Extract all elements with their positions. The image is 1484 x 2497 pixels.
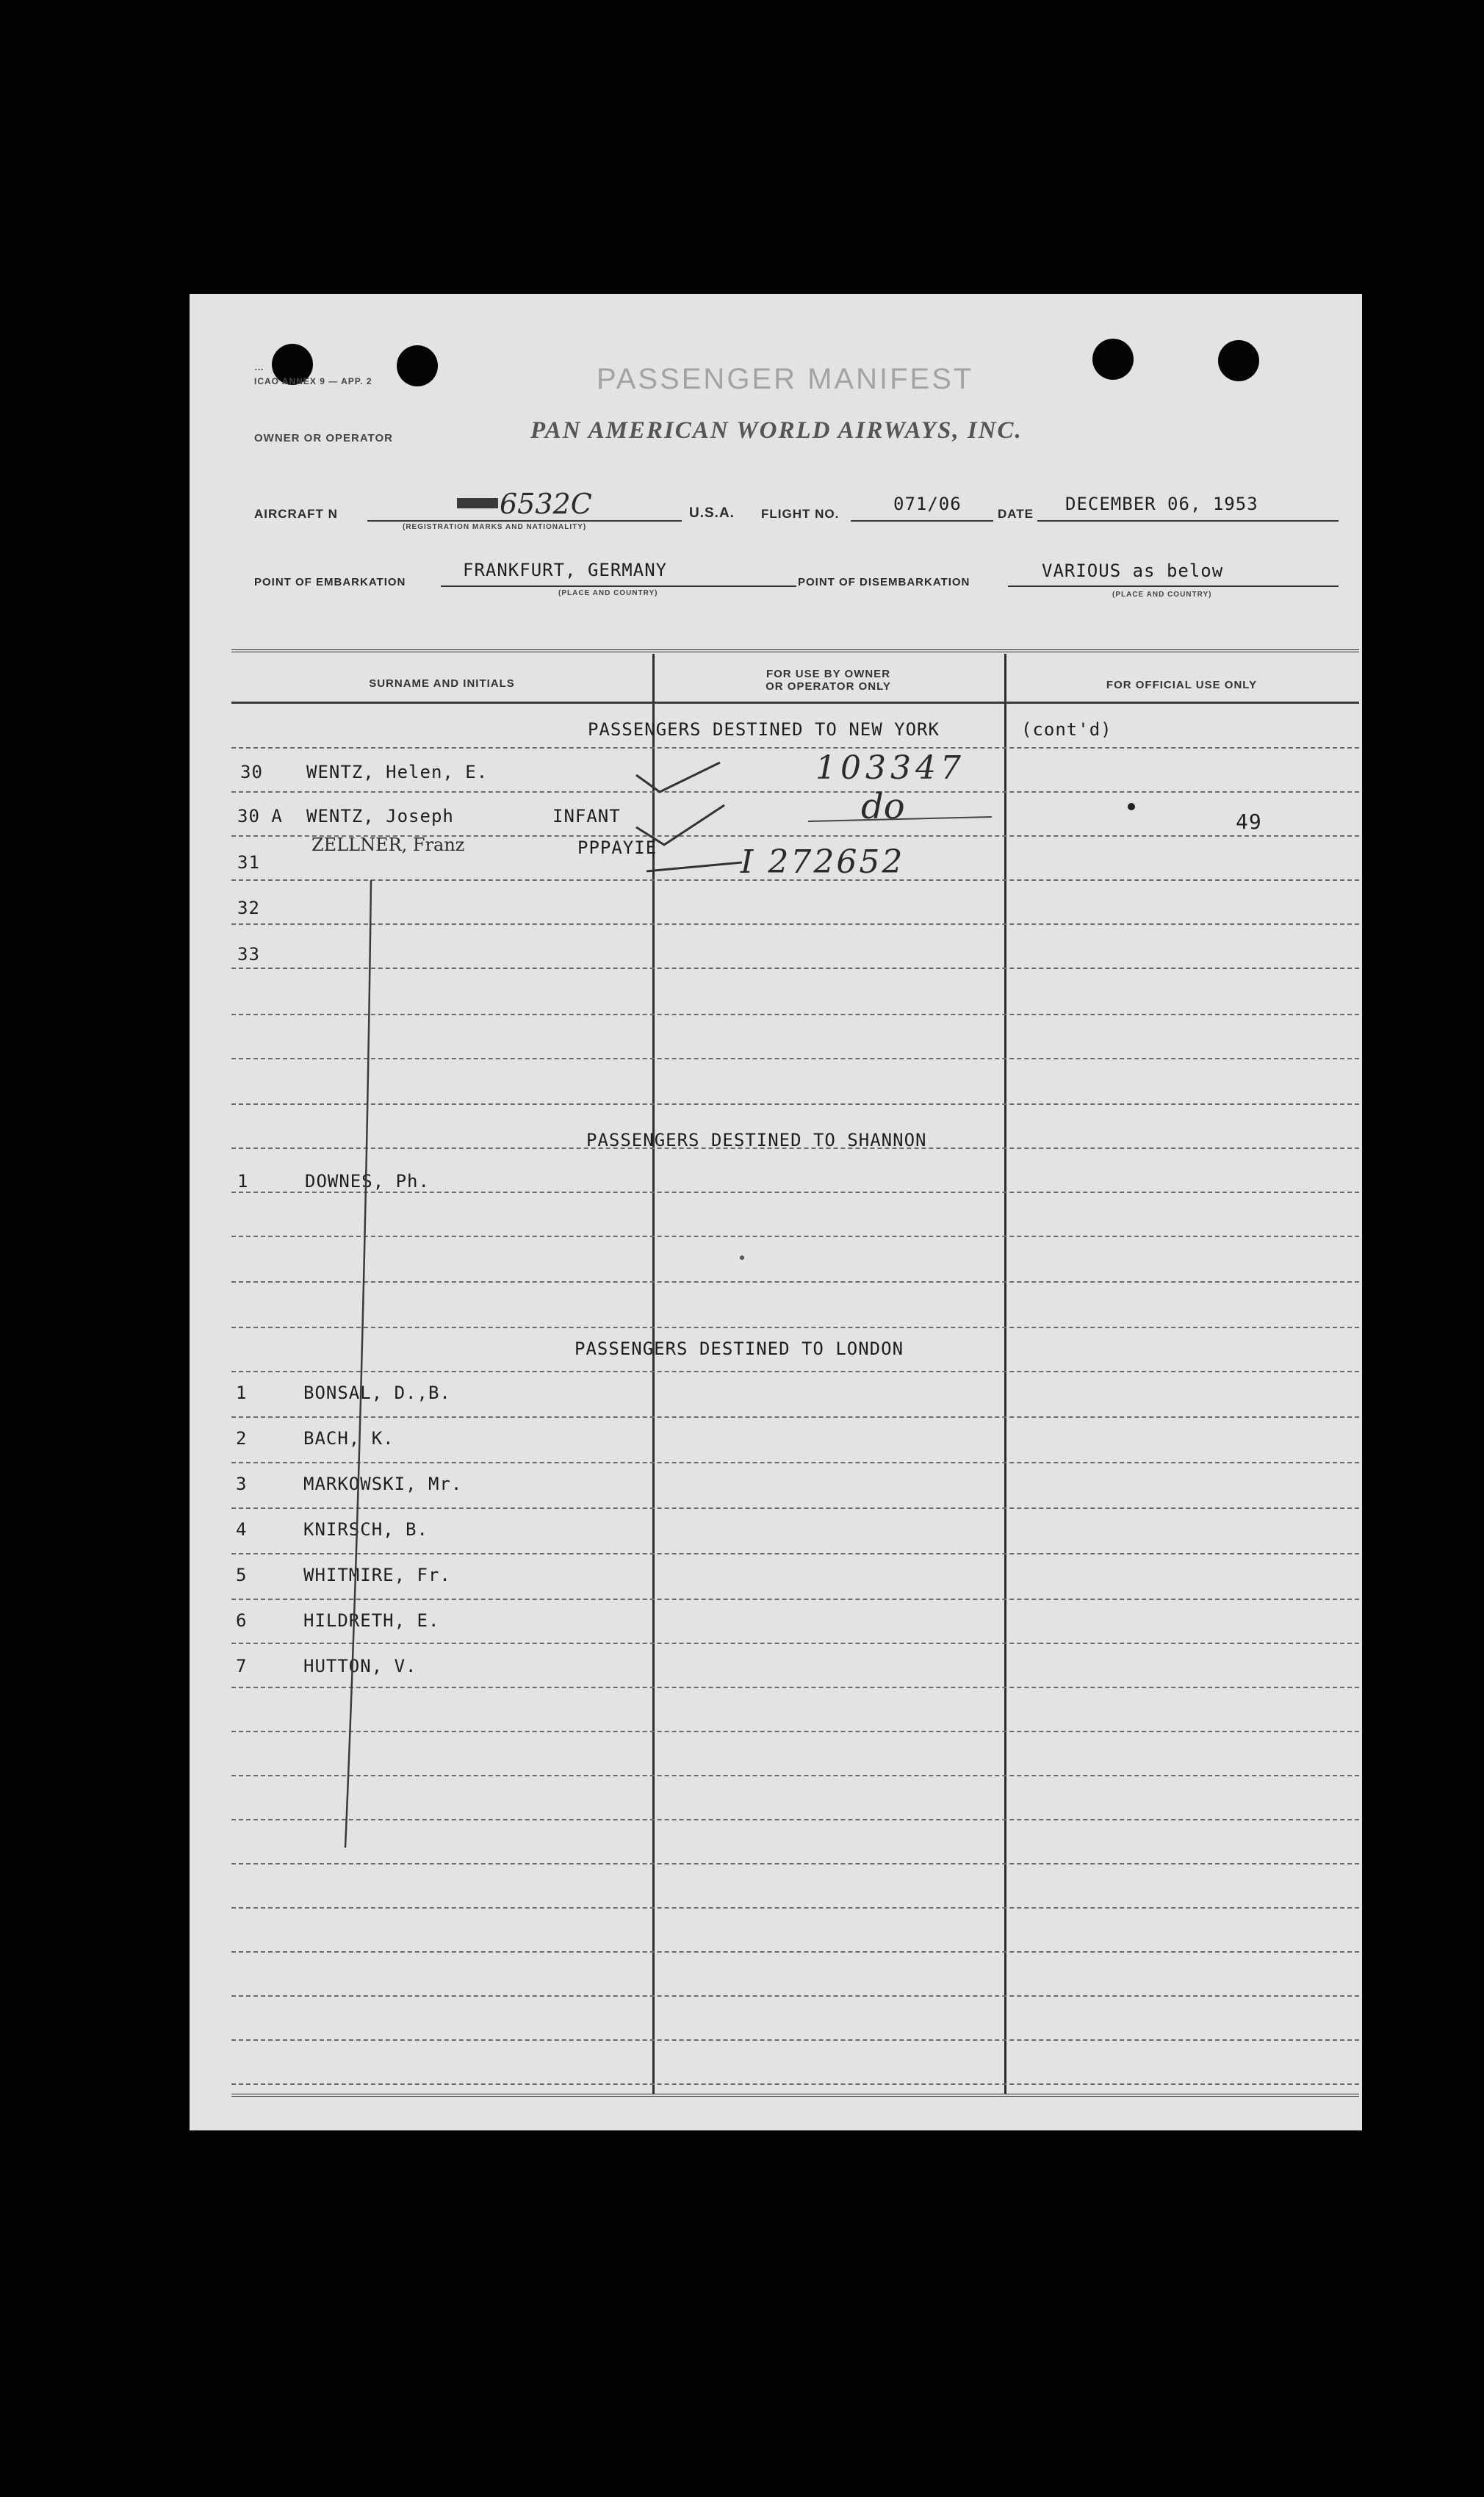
passenger-name: HILDRETH, E.: [303, 1610, 440, 1631]
row-number: 2: [236, 1428, 248, 1449]
row-rule: [231, 791, 1359, 793]
row-rule: [231, 2083, 1359, 2085]
row-rule: [231, 1462, 1359, 1463]
row-number: 33: [237, 944, 260, 965]
row-rule: [231, 1863, 1359, 1864]
row-rule: [231, 1281, 1359, 1283]
row-rule: [231, 1416, 1359, 1418]
column-header-owner-2: OR OPERATOR ONLY: [766, 680, 891, 693]
row-rule: [231, 1775, 1359, 1776]
passenger-name: MARKOWSKI, Mr.: [303, 1474, 463, 1494]
passenger-remark: PPPAYIE: [577, 837, 658, 858]
row-number: 7: [236, 1656, 248, 1676]
passenger-name: DOWNES, Ph.: [305, 1171, 430, 1192]
punch-hole: [1218, 340, 1259, 381]
row-number: 3: [236, 1474, 248, 1494]
section-heading-new-york: PASSENGERS DESTINED TO NEW YORK: [588, 719, 940, 740]
passenger-name: KNIRSCH, B.: [303, 1519, 428, 1540]
row-rule: [231, 1058, 1359, 1059]
disembark-value: VARIOUS as below: [1042, 561, 1224, 581]
row-number: 30: [240, 762, 263, 782]
row-rule: [231, 1236, 1359, 1237]
row-rule: [231, 1507, 1359, 1509]
table-bottom-rule: [231, 2094, 1359, 2097]
row-rule: [231, 1014, 1359, 1015]
column-divider-2: [1004, 654, 1006, 2094]
row-rule: [231, 968, 1359, 969]
row-number: 1: [236, 1383, 248, 1403]
embark-underline: [441, 585, 796, 587]
aircraft-value: 6532C: [500, 488, 592, 520]
row-rule: [231, 1687, 1359, 1688]
disembark-sub: (PLACE AND COUNTRY): [1112, 591, 1212, 599]
passenger-name: WHITMIRE, Fr.: [303, 1565, 451, 1585]
column-header-official: FOR OFFICIAL USE ONLY: [1106, 679, 1258, 691]
owner-note: do: [861, 786, 905, 827]
row-rule: [231, 923, 1359, 925]
row-rule: [231, 1192, 1359, 1193]
aircraft-strike: [457, 498, 498, 508]
country-label: U.S.A.: [689, 505, 735, 521]
passenger-name: WENTZ, Joseph: [306, 806, 454, 826]
passenger-name: BACH, K.: [303, 1428, 395, 1449]
form-code-line2: ICAO ANNEX 9 — APP. 2: [254, 376, 372, 386]
column-header-owner-1: FOR USE BY OWNER: [766, 668, 891, 680]
row-rule: [231, 2039, 1359, 2041]
row-rule: [231, 1907, 1359, 1909]
disembark-underline: [1008, 585, 1339, 587]
flight-value: 071/06: [893, 494, 962, 514]
passenger-remark: INFANT: [552, 806, 621, 826]
row-rule: [231, 1951, 1359, 1953]
row-rule: [231, 747, 1359, 749]
table-top-rule: [231, 649, 1359, 652]
punch-hole: [397, 345, 438, 386]
row-number: 4: [236, 1519, 248, 1540]
embark-label: POINT OF EMBARKATION: [254, 576, 406, 588]
row-rule: [231, 1553, 1359, 1554]
disembark-label: POINT OF DISEMBARKATION: [798, 576, 970, 588]
row-number: 31: [237, 852, 260, 873]
row-number: 30 A: [237, 806, 283, 826]
section-heading-london: PASSENGERS DESTINED TO LONDON: [574, 1338, 904, 1359]
date-label: DATE: [998, 507, 1034, 521]
date-value: DECEMBER 06, 1953: [1065, 494, 1258, 514]
date-underline: [1037, 520, 1339, 522]
row-number: 6: [236, 1610, 248, 1631]
official-note: 49: [1236, 810, 1262, 834]
row-number: 1: [237, 1171, 249, 1192]
passenger-name: HUTTON, V.: [303, 1656, 417, 1676]
flight-underline: [851, 520, 993, 522]
row-rule: [231, 1731, 1359, 1732]
embark-value: FRANKFURT, GERMANY: [463, 560, 668, 580]
flight-label: FLIGHT NO.: [761, 507, 840, 521]
owner-label: OWNER OR OPERATOR: [254, 432, 393, 444]
row-rule: [231, 1371, 1359, 1372]
row-rule: [231, 1995, 1359, 1997]
passenger-name: BONSAL, D.,B.: [303, 1383, 451, 1403]
row-number: 5: [236, 1565, 248, 1585]
passenger-name: ZELLNER, Franz: [311, 835, 465, 855]
owner-name: PAN AMERICAN WORLD AIRWAYS, INC.: [530, 417, 1023, 444]
column-header-surname: SURNAME AND INITIALS: [369, 677, 515, 690]
row-rule: [231, 1103, 1359, 1105]
row-rule: [231, 1599, 1359, 1600]
aircraft-label: AIRCRAFT N: [254, 507, 338, 521]
row-rule: [231, 1819, 1359, 1820]
embark-sub: (PLACE AND COUNTRY): [558, 589, 658, 597]
row-rule: [231, 1643, 1359, 1644]
owner-note: I 272652: [741, 843, 905, 881]
punch-hole: [1092, 339, 1134, 380]
aircraft-sub: (REGISTRATION MARKS AND NATIONALITY): [403, 523, 587, 531]
row-rule: [231, 1327, 1359, 1328]
aircraft-underline: [367, 520, 682, 522]
passenger-name: WENTZ, Helen, E.: [306, 762, 489, 782]
section-heading-shannon: PASSENGERS DESTINED TO SHANNON: [586, 1130, 927, 1150]
header-bottom-rule: [231, 702, 1359, 704]
section-note-contd: (cont'd): [1021, 719, 1112, 740]
form-code-line1: …: [254, 361, 264, 372]
owner-note: 103347: [815, 749, 965, 787]
column-divider-1: [652, 654, 655, 2094]
row-number: 32: [237, 898, 260, 918]
form-title: PASSENGER MANIFEST: [597, 363, 974, 395]
